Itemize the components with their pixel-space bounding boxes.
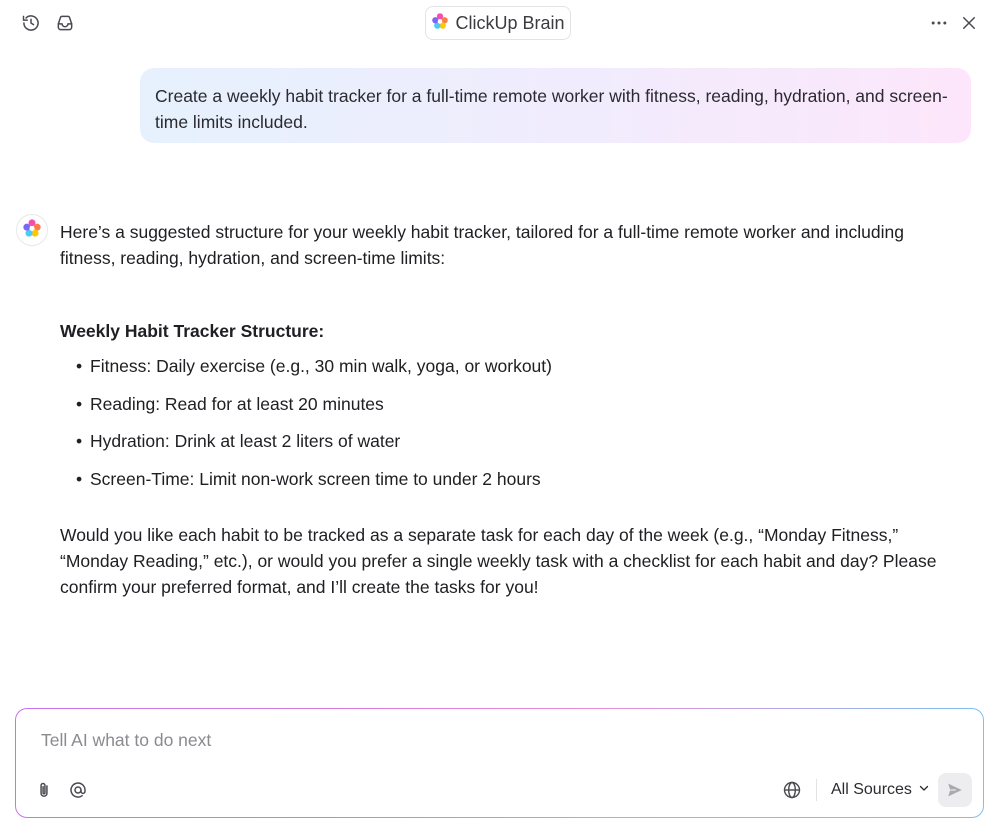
prompt-input[interactable]	[39, 727, 943, 753]
send-icon	[946, 781, 964, 799]
user-message-bubble	[140, 68, 971, 143]
mention-icon[interactable]	[67, 779, 89, 801]
composer	[15, 708, 984, 818]
close-icon[interactable]	[957, 11, 981, 35]
inbox-icon[interactable]	[53, 11, 77, 35]
globe-icon[interactable]	[781, 779, 803, 801]
habit-list	[60, 353, 950, 492]
brain-title-pill[interactable]	[425, 6, 571, 40]
ai-section-heading: Weekly Habit Tracker Structure:	[60, 321, 325, 341]
composer-divider	[816, 779, 817, 801]
user-message-text: Create a weekly habit tracker for a full-time remote worker with fitness, reading, hydration, and screen-time limits included.	[155, 86, 948, 132]
send-button[interactable]	[938, 773, 972, 807]
history-icon[interactable]	[19, 11, 43, 35]
clickup-brain-logo-icon	[431, 12, 449, 35]
sources-label: All Sources	[831, 781, 912, 798]
ai-avatar	[16, 214, 48, 246]
paperclip-icon[interactable]	[33, 779, 55, 801]
more-icon[interactable]	[927, 11, 951, 35]
list-item: • Screen-Time: Limit non-work screen time to under 2 hours	[76, 466, 950, 492]
ai-intro-text: Here’s a suggested structure for your weekly habit tracker, tailored for a full-time remote worker and including fitness, reading, hydration, and screen-time limits:	[60, 222, 904, 268]
clickup-brain-avatar-icon	[22, 218, 42, 243]
list-item: • Reading: Read for at least 20 minutes	[76, 391, 950, 417]
app-title: ClickUp Brain	[455, 12, 565, 33]
list-item: • Hydration: Drink at least 2 liters of water	[76, 428, 950, 454]
list-item: • Fitness: Daily exercise (e.g., 30 min walk, yoga, or workout)	[76, 353, 950, 379]
chevron-down-icon	[918, 781, 930, 799]
sources-dropdown[interactable]	[831, 778, 930, 802]
ai-outro-text: Would you like each habit to be tracked as a separate task for each day of the week (e.g., “Monday Fitness,” “Monday Reading,” etc.), or would you prefer a single weekly task with a checklist for each habit and day? Please confirm your preferred format, and I’ll create the tasks for you!	[60, 524, 937, 597]
ai-message	[60, 219, 950, 600]
